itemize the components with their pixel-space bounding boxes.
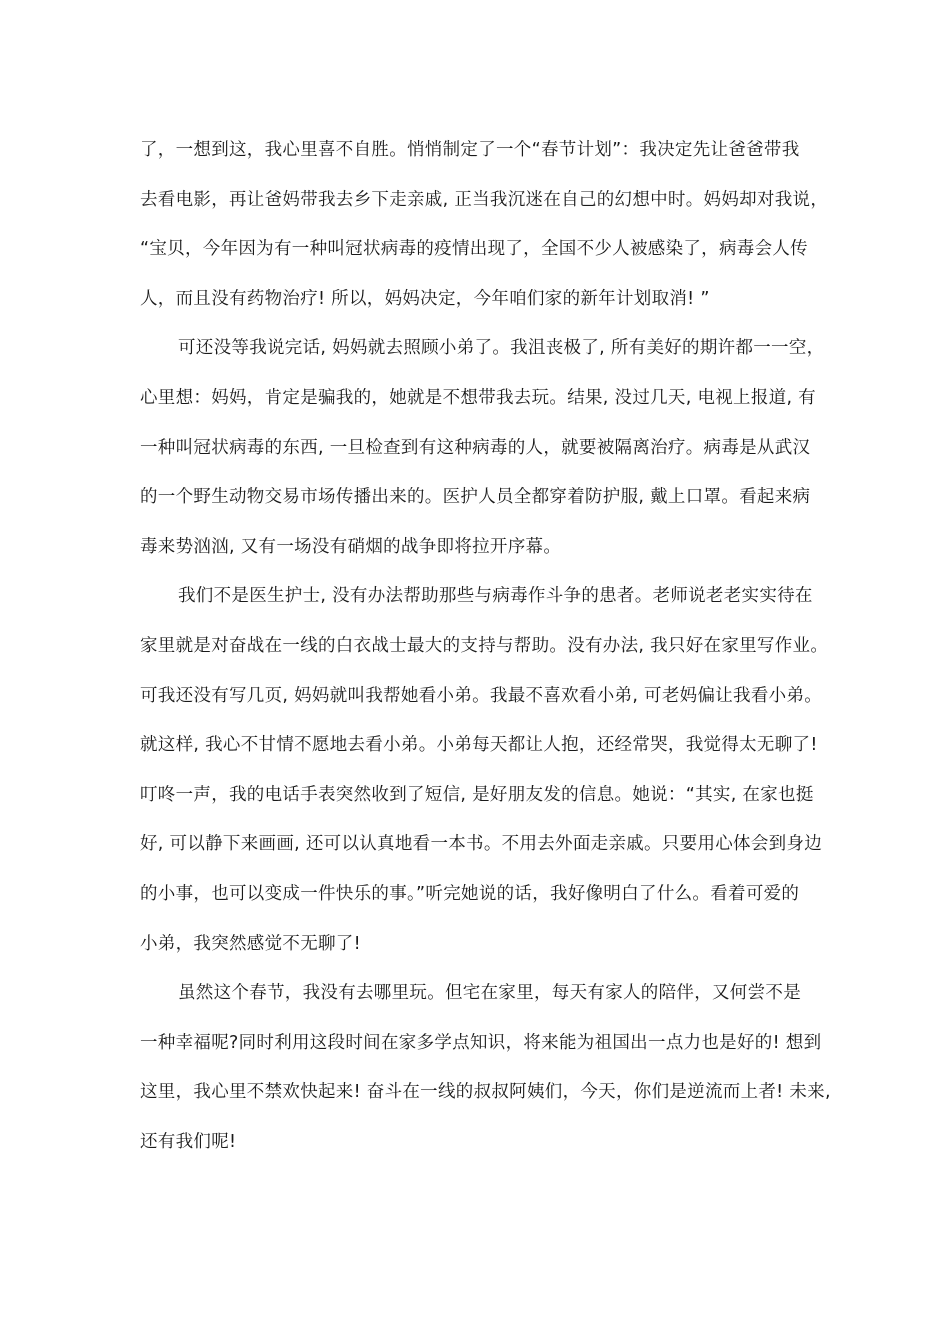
essay-text bbox=[140, 126, 831, 1167]
text-line: 还有我们呢! bbox=[140, 1131, 237, 1152]
paragraph-start-line: 我们不是医生护士, 没有办法帮助那些与病毒作斗争的患者。老师说老老实实待在 bbox=[178, 586, 813, 607]
text-line: 家里就是对奋战在一线的白衣战士最大的支持与帮助。没有办法, 我只好在家里写作业。 bbox=[140, 635, 829, 656]
text-line: 一种幸福呢?同时利用这段时间在家多学点知识，将来能为祖国出一点力也是好的! 想到 bbox=[140, 1032, 822, 1053]
text-line: 好, 可以静下来画画, 还可以认真地看一本书。不用去外面走亲戚。只要用心体会到身边 bbox=[140, 834, 823, 855]
text-line: 心里想：妈妈，肯定是骗我的，她就是不想带我去玩。结果, 没过几天, 电视上报道, 有 bbox=[140, 387, 816, 408]
paragraph-start-line: 虽然这个春节，我没有去哪里玩。但宅在家里，每天有家人的陪伴，又何尝不是 bbox=[178, 983, 801, 1004]
text-line: 毒来势汹汹, 又有一场没有硝烟的战争即将拉开序幕。 bbox=[140, 536, 562, 557]
text-line: 人，而且没有药物治疗! 所以，妈妈决定，今年咱们家的新年计划取消! ” bbox=[140, 288, 710, 309]
text-line: “宝贝，今年因为有一种叫冠状病毒的疫情出现了，全国不少人被感染了，病毒会人传 bbox=[140, 239, 808, 260]
text-line: 了，一想到这，我心里喜不自胜。悄悄制定了一个“春节计划”：我决定先让爸爸带我 bbox=[140, 140, 800, 160]
text-line: 的小事，也可以变成一件快乐的事。”听完她说的话，我好像明白了什么。看着可爱的 bbox=[140, 883, 800, 904]
text-line: 叮咚一声，我的电话手表突然收到了短信, 是好朋友发的信息。她说：“其实, 在家也挺 bbox=[140, 784, 814, 805]
text-line: 去看电影，再让爸妈带我去乡下走亲戚, 正当我沉迷在自己的幻想中时。妈妈却对我说， bbox=[140, 189, 829, 210]
text-line: 的一个野生动物交易市场传播出来的。医护人员全都穿着防护服, 戴上口罩。看起来病 bbox=[140, 487, 811, 508]
text-line: 可我还没有写几页, 妈妈就叫我帮她看小弟。我最不喜欢看小弟, 可老妈偏让我看小弟。 bbox=[140, 685, 823, 706]
text-line: 一种叫冠状病毒的东西, 一旦检查到有这种病毒的人，就要被隔离治疗。病毒是从武汉 bbox=[140, 437, 811, 458]
text-line: 小弟，我突然感觉不无聊了! bbox=[140, 933, 361, 954]
text-line: 这里，我心里不禁欢快起来! 奋斗在一线的叔叔阿姨们，今天，你们是逆流而上者! 未来, bbox=[140, 1082, 831, 1103]
text-line: 就这样, 我心不甘情不愿地去看小弟。小弟每天都让人抱，还经常哭，我觉得太无聊了! bbox=[140, 735, 818, 756]
paragraph-start-line: 可还没等我说完话, 妈妈就去照顾小弟了。我沮丧极了, 所有美好的期许都一一空， bbox=[178, 338, 825, 359]
